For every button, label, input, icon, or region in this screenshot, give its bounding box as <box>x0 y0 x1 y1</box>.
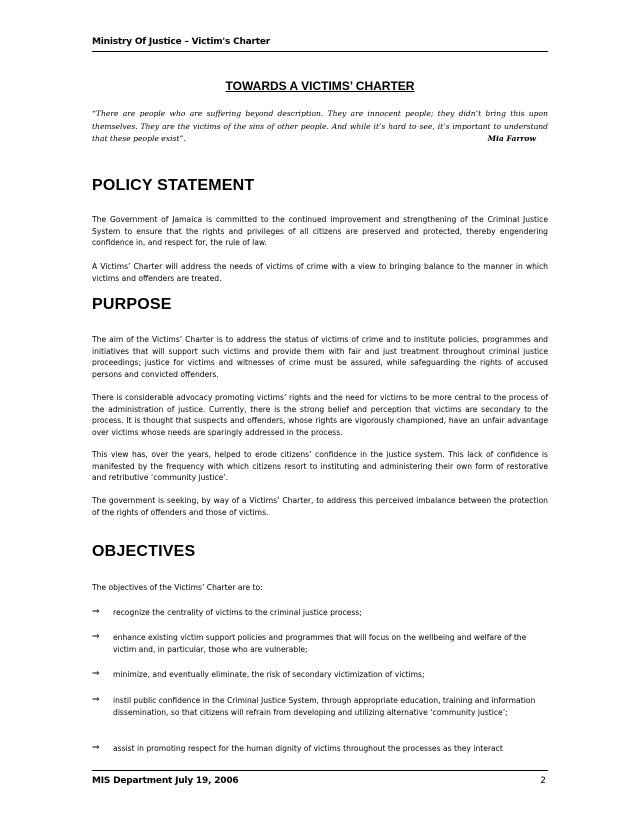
footer-rule <box>92 770 548 771</box>
purpose-heading: PURPOSE <box>92 296 172 313</box>
header-rule <box>92 51 548 52</box>
purpose-paragraph: There is considerable advocacy promoting victims’ rights and the need for victims to be more central to the process of the administration of justice. Currently, there is the strong belief and perception that victims are secondary to the process. It is thought that suspects and offenders, whose rights are vigorously championed, have an unfair advantage over victims whose needs are sparingly addressed in the process. <box>92 393 548 437</box>
arrow-bullet-icon: ⇒ <box>92 743 100 753</box>
epigraph-quote <box>92 108 548 146</box>
arrow-bullet-icon: ⇒ <box>92 632 100 642</box>
objective-text: instil public confidence in the Criminal Justice System, through appropriate education, training and information dissemination, so that citizens will refrain from developing and utilizing alternative ‘community justice’; <box>113 696 536 717</box>
objective-text: assist in promoting respect for the human dignity of victims throughout the processes as they interact <box>113 744 503 753</box>
objective-text: recognize the centrality of victims to the criminal justice process; <box>113 608 362 617</box>
policy-paragraph: A Victims’ Charter will address the needs of victims of crime with a view to bringing balance to the manner in which victims and offenders are treated. <box>92 262 548 283</box>
purpose-paragraph: The government is seeking, by way of a Victims’ Charter, to address this perceived imbalance between the protection of the rights of offenders and those of victims. <box>92 496 548 517</box>
objective-text: minimize, and eventually eliminate, the risk of secondary victimization of victims; <box>113 670 425 679</box>
arrow-bullet-icon: ⇒ <box>92 695 100 705</box>
policy-heading: POLICY STATEMENT <box>92 177 255 194</box>
objective-item <box>92 743 548 755</box>
purpose-paragraph: The aim of the Victims’ Charter is to address the status of victims of crime and to institute policies, programmes and initiatives that will support such victims and provide them with fair and just treatment throughout criminal justice proceedings; justice for victims and witnesses of crime must be assured, while safeguarding the rights of accused persons and convicted offenders. <box>92 335 548 379</box>
objective-item <box>92 669 548 681</box>
objectives-intro: The objectives of the Victims’ Charter are to: <box>92 583 263 592</box>
purpose-paragraph: This view has, over the years, helped to erode citizens’ confidence in the justice system. This lack of confidence is manifested by the frequency with which citizens resort to instituting and administering their own form of restorative and retributive ‘community justice’. <box>92 450 548 482</box>
running-footer: MIS Department July 19, 2006 <box>92 776 239 786</box>
running-header: Ministry Of Justice – Victim's Charter <box>92 37 271 47</box>
objective-text: enhance existing victim support policies and programmes that will focus on the wellbeing and welfare of the victim and, in particular, those who are vulnerable; <box>113 633 527 654</box>
document-title: TOWARDS A VICTIMS’ CHARTER <box>225 79 415 93</box>
objective-item <box>92 695 548 718</box>
objectives-heading: OBJECTIVES <box>92 543 196 560</box>
quote-author: Mia Farrow <box>487 134 536 143</box>
policy-paragraph: The Government of Jamaica is committed to the continued improvement and strengthening of the Criminal Justice System to ensure that the rights and privileges of all citizens are preserved and protected, thereby engendering confidence in, and respect for, the rule of law. <box>92 215 548 247</box>
arrow-bullet-icon: ⇒ <box>92 607 100 617</box>
objective-item <box>92 607 548 619</box>
quote-text: “There are people who are suffering beyond description. They are innocent people; they didn’t bring this upon themselves. They are the victims of the sins of other people. And while it’s hard to see, it’s important to understand that these people exist”. <box>92 109 548 143</box>
objective-item <box>92 632 548 655</box>
page-number: 2 <box>540 776 546 786</box>
arrow-bullet-icon: ⇒ <box>92 669 100 679</box>
